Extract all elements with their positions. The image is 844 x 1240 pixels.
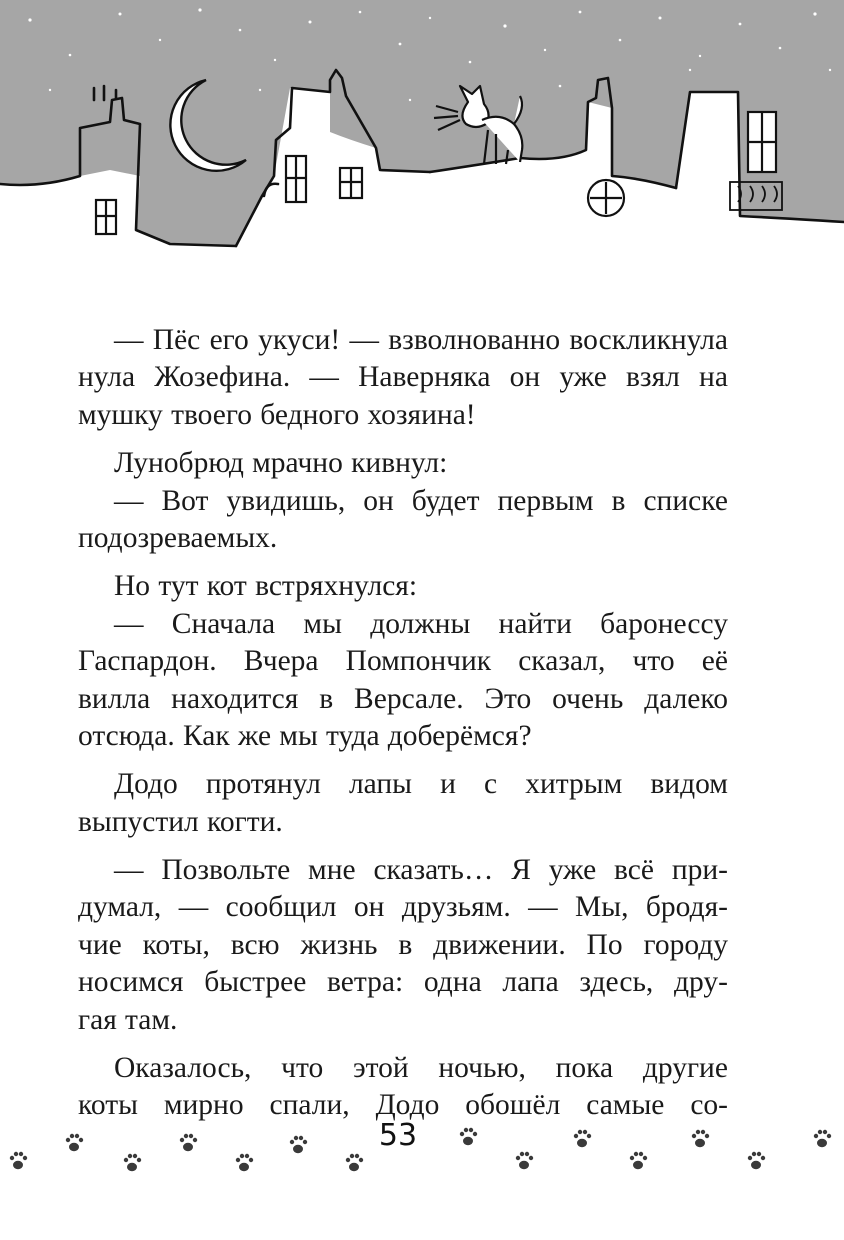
word: в [319, 682, 334, 715]
word: уже [559, 361, 607, 394]
word: на [699, 361, 728, 394]
word: протянул [205, 768, 321, 801]
word: подозреваемых. [78, 521, 278, 554]
word: — [528, 891, 558, 924]
word: Додо [114, 768, 178, 801]
text-line [78, 445, 728, 482]
word: гая [78, 1003, 117, 1036]
word: в [611, 484, 626, 517]
word: должны [370, 607, 471, 640]
word: списке [643, 484, 728, 517]
word: — [114, 854, 144, 887]
word: ночью, [438, 1052, 526, 1085]
word: — [349, 324, 379, 356]
word: жизнь [300, 928, 378, 961]
text-line [78, 681, 728, 718]
paw-print-icon [10, 1152, 27, 1169]
word: Помпончик [345, 645, 492, 678]
word: движении. [433, 928, 566, 961]
word: сказал, [518, 645, 606, 678]
text-line [78, 520, 728, 557]
word: видом [650, 768, 728, 801]
word: хозяина! [367, 398, 476, 431]
word: чие [78, 928, 122, 961]
word: бродя- [645, 891, 728, 924]
word: найти [498, 607, 572, 640]
word: взял [625, 361, 680, 394]
word: — [114, 324, 144, 356]
paw-print-icon [66, 1134, 83, 1151]
word: когти. [207, 805, 283, 838]
word: По [586, 928, 623, 961]
word: здесь, [579, 966, 654, 999]
paw-print-icon [814, 1130, 831, 1147]
word: Вот [161, 484, 209, 517]
word: нула [78, 361, 136, 394]
text-line [78, 1050, 728, 1087]
paw-print-icon [692, 1130, 709, 1147]
word: вилла [78, 682, 151, 715]
text-line [78, 1002, 728, 1039]
word: Жозефина. [154, 361, 291, 394]
word: Вчера [243, 645, 319, 678]
paw-print-icon [630, 1152, 647, 1169]
word: — [114, 607, 144, 640]
word: кивнул: [351, 447, 448, 480]
word: Это [484, 682, 532, 715]
word: бедного [260, 398, 360, 431]
word: первым [497, 484, 594, 517]
word: Пёс [152, 324, 201, 356]
word: далеко [644, 682, 728, 715]
paw-print-icon [516, 1152, 533, 1169]
paw-print-icon [180, 1134, 197, 1151]
text-line [78, 643, 728, 680]
text-line [78, 804, 728, 841]
text-line [78, 483, 728, 520]
word: выпустил [78, 805, 199, 838]
word: он [353, 891, 385, 924]
word: лапы [348, 768, 412, 801]
body-text [78, 322, 728, 1125]
word: этой [352, 1052, 409, 1085]
word: там. [125, 1003, 178, 1036]
word: — [178, 891, 209, 924]
word: мне [308, 854, 356, 887]
word: коты [78, 1089, 138, 1122]
word: с [484, 768, 498, 801]
word: и [440, 768, 456, 801]
word: мирно [163, 1089, 244, 1122]
word: самые [586, 1089, 665, 1122]
word: сказать… [373, 854, 494, 887]
word: её [701, 645, 728, 678]
rooftops-illustration [0, 0, 844, 262]
word: Сначала [171, 607, 276, 640]
word: думал, [78, 891, 162, 924]
word: же [237, 719, 272, 752]
word: — [114, 484, 144, 517]
word: находится [171, 682, 299, 715]
word: другие [642, 1052, 728, 1085]
word: Версале. [354, 682, 464, 715]
text-line [78, 359, 728, 396]
word: встряхнулся: [255, 570, 418, 603]
word: со- [690, 1089, 728, 1122]
word: Оказалось, [114, 1052, 252, 1085]
word: будет [411, 484, 480, 517]
word: лапа [502, 966, 559, 999]
word: спали, [269, 1089, 350, 1122]
text-line [78, 927, 728, 964]
night-sky [0, 0, 844, 246]
word: в [398, 928, 413, 961]
word: городу [643, 928, 728, 961]
word: дру- [673, 966, 728, 999]
word: Но [114, 570, 151, 603]
word: Додо [375, 1089, 440, 1122]
word: туда [326, 719, 380, 752]
word: — [309, 361, 339, 394]
word: одна [423, 966, 482, 999]
word: Лунобрюд [114, 447, 244, 480]
word: Как [182, 719, 230, 752]
word: мы [303, 607, 342, 640]
word: его [209, 324, 249, 356]
paw-print-icon [124, 1154, 141, 1171]
word: твоего [171, 398, 253, 431]
word: баронессу [600, 607, 728, 640]
word: пока [555, 1052, 614, 1085]
header-illustration [0, 0, 844, 262]
text-line [78, 397, 728, 434]
word: быстрее [204, 966, 307, 999]
paw-print-icon [574, 1130, 591, 1147]
word: что [281, 1052, 324, 1085]
word: Мы, [575, 891, 629, 924]
text-line [78, 322, 728, 359]
word: Гаспардон. [78, 645, 217, 678]
word: кот [206, 570, 247, 603]
word: уже [548, 854, 597, 887]
word: Позвольте [161, 854, 291, 887]
paw-print-icon [460, 1128, 477, 1145]
word: Наверняка [358, 361, 491, 394]
word: мы [279, 719, 318, 752]
paw-print-icon [290, 1136, 307, 1153]
word: коты, [142, 928, 210, 961]
word: мушку [78, 398, 163, 431]
text-line [78, 718, 728, 755]
word: что [632, 645, 675, 678]
word: всё [614, 854, 654, 887]
word: отсюда. [78, 719, 175, 752]
word: всю [230, 928, 280, 961]
word: взволнованно [388, 324, 561, 356]
word: он [509, 361, 541, 394]
paw-print-icon [346, 1154, 363, 1171]
word: мрачно [252, 447, 343, 480]
text-line [78, 889, 728, 926]
word: Я [511, 854, 531, 887]
word: увидишь, [226, 484, 346, 517]
word: укуси! [258, 324, 341, 356]
text-line [78, 766, 728, 803]
page-number: 53 [378, 1118, 418, 1153]
text-line [78, 964, 728, 1001]
text-line [78, 568, 728, 605]
word: друзьям. [401, 891, 511, 924]
word: тут [158, 570, 199, 603]
word: при- [671, 854, 728, 887]
word: ветра: [327, 966, 404, 999]
word: обошёл [465, 1089, 561, 1122]
word: доберёмся? [387, 719, 532, 752]
text-line [78, 606, 728, 643]
word: хитрым [525, 768, 623, 801]
word: носимся [78, 966, 184, 999]
word: сообщил [225, 891, 337, 924]
word: очень [552, 682, 624, 715]
paw-print-icon [748, 1152, 765, 1169]
paw-print-icon [236, 1154, 253, 1171]
word: он [363, 484, 394, 517]
text-line [78, 852, 728, 889]
word: воскликнула [569, 324, 728, 356]
